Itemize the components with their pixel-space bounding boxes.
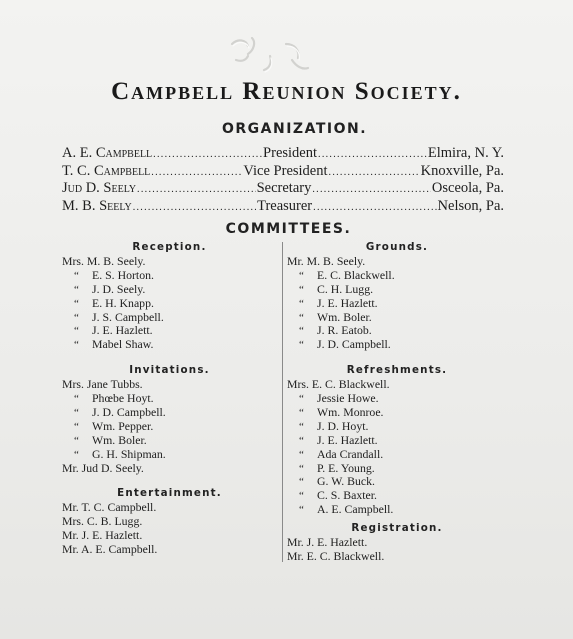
officer-list bbox=[62, 145, 504, 215]
committee-member: “ E. C. Blackwell. bbox=[287, 269, 507, 283]
page-title: Campbell Reunion Society. bbox=[111, 78, 462, 105]
committee-member: Mr. A. E. Campbell. bbox=[62, 542, 158, 557]
officer-name: T. C. Campbell bbox=[62, 162, 151, 179]
committee-member: “ Wm. Boler. bbox=[287, 311, 507, 325]
committee-member: “ Mabel Shaw. bbox=[62, 338, 277, 352]
embossed-seal bbox=[222, 30, 322, 85]
committee-member: “ E. S. Horton. bbox=[62, 269, 277, 283]
committee-member: Mr. J. E. Hazlett. bbox=[287, 535, 368, 550]
committee-title: Refreshments. bbox=[346, 364, 448, 377]
organization-heading: ORGANIZATION. bbox=[221, 121, 368, 137]
committee-member: “ C. S. Baxter. bbox=[287, 489, 507, 503]
column-divider bbox=[282, 242, 283, 562]
committee-title: Registration. bbox=[351, 522, 443, 535]
committee-reception bbox=[62, 240, 277, 352]
officer-row bbox=[62, 163, 504, 181]
committee-title: Entertainment. bbox=[117, 487, 222, 500]
dot-leader bbox=[133, 198, 256, 215]
committee-member: “ G. H. Shipman. bbox=[62, 448, 277, 462]
dot-leader bbox=[318, 145, 427, 162]
committee-member: Mr. J. E. Hazlett. bbox=[62, 528, 143, 543]
committee-member: “ Wm. Pepper. bbox=[62, 420, 277, 434]
officer-office: Vice President bbox=[243, 162, 328, 179]
committee-member: “ J. E. Hazlett. bbox=[287, 434, 507, 448]
committee-member: Mrs. E. C. Blackwell. bbox=[287, 377, 390, 392]
committee-member: Mrs. M. B. Seely. bbox=[62, 254, 146, 268]
committee-member: Mr. E. C. Blackwell. bbox=[287, 549, 385, 564]
committee-refreshments bbox=[287, 363, 507, 517]
committee-member: Mr. M. B. Seely. bbox=[287, 254, 366, 268]
dot-leader bbox=[153, 145, 262, 162]
dot-leader bbox=[137, 180, 256, 197]
committee-member: “ Phœbe Hoyt. bbox=[62, 392, 277, 406]
committee-title: Reception. bbox=[132, 241, 207, 253]
committee-member: “ Wm. Boler. bbox=[62, 434, 277, 448]
officer-office: Secretary bbox=[256, 180, 312, 197]
committee-member: “ J. D. Hoyt. bbox=[287, 420, 507, 434]
committee-member: “ J. R. Eatob. bbox=[287, 324, 507, 338]
committee-member: “ G. W. Buck. bbox=[287, 475, 507, 489]
dot-leader bbox=[151, 163, 242, 180]
committee-member: “ Wm. Monroe. bbox=[287, 406, 507, 420]
committee-member: Mr. T. C. Campbell. bbox=[62, 500, 157, 515]
officer-office: President bbox=[263, 145, 318, 161]
committee-member: “ J. E. Hazlett. bbox=[287, 297, 507, 311]
officer-office: Treasurer bbox=[257, 197, 313, 214]
officer-row bbox=[62, 145, 504, 163]
committee-member: “ Ada Crandall. bbox=[287, 448, 507, 462]
dot-leader bbox=[313, 198, 436, 215]
committee-title: Grounds. bbox=[365, 241, 429, 253]
committee-member: “ C. H. Lugg. bbox=[287, 283, 507, 297]
committee-member: “ J. E. Hazlett. bbox=[62, 324, 277, 338]
officer-name: M. B. Seely bbox=[62, 197, 132, 214]
dot-leader bbox=[329, 163, 420, 180]
committee-member: “ J. D. Campbell. bbox=[62, 406, 277, 420]
officer-place: Osceola, Pa. bbox=[431, 180, 504, 197]
committee-member: “ A. E. Campbell. bbox=[287, 503, 507, 517]
officer-row bbox=[62, 198, 504, 216]
committee-registration bbox=[287, 521, 507, 564]
committee-member: “ J. D. Seely. bbox=[62, 283, 277, 297]
committee-invitations bbox=[62, 363, 277, 475]
dot-leader bbox=[312, 180, 431, 197]
committee-member: Mrs. Jane Tubbs. bbox=[62, 377, 143, 392]
committees-right-column bbox=[287, 240, 507, 564]
committee-member: “ Jessie Howe. bbox=[287, 392, 507, 406]
committee-grounds bbox=[287, 240, 507, 352]
officer-row bbox=[62, 180, 504, 198]
committee-title: Invitations. bbox=[129, 364, 210, 377]
committee-member: Mrs. C. B. Lugg. bbox=[62, 514, 143, 529]
committee-entertainment bbox=[62, 486, 277, 557]
officer-name: Jud D. Seely bbox=[62, 180, 137, 197]
committee-member: “ J. S. Campbell. bbox=[62, 311, 277, 325]
committees-heading: COMMITTEES. bbox=[225, 221, 352, 237]
committee-member: “ E. H. Knapp. bbox=[62, 297, 277, 311]
officer-place: Nelson, Pa. bbox=[437, 197, 505, 214]
committees-left-column bbox=[62, 240, 277, 557]
officer-name: A. E. Campbell bbox=[62, 145, 153, 161]
committee-member: Mr. Jud D. Seely. bbox=[62, 460, 144, 475]
committee-member: “ J. D. Campbell. bbox=[287, 338, 507, 352]
officer-place: Knoxville, Pa. bbox=[420, 162, 505, 179]
officer-place: Elmira, N. Y. bbox=[427, 145, 505, 161]
committee-member: “ P. E. Young. bbox=[287, 462, 507, 476]
